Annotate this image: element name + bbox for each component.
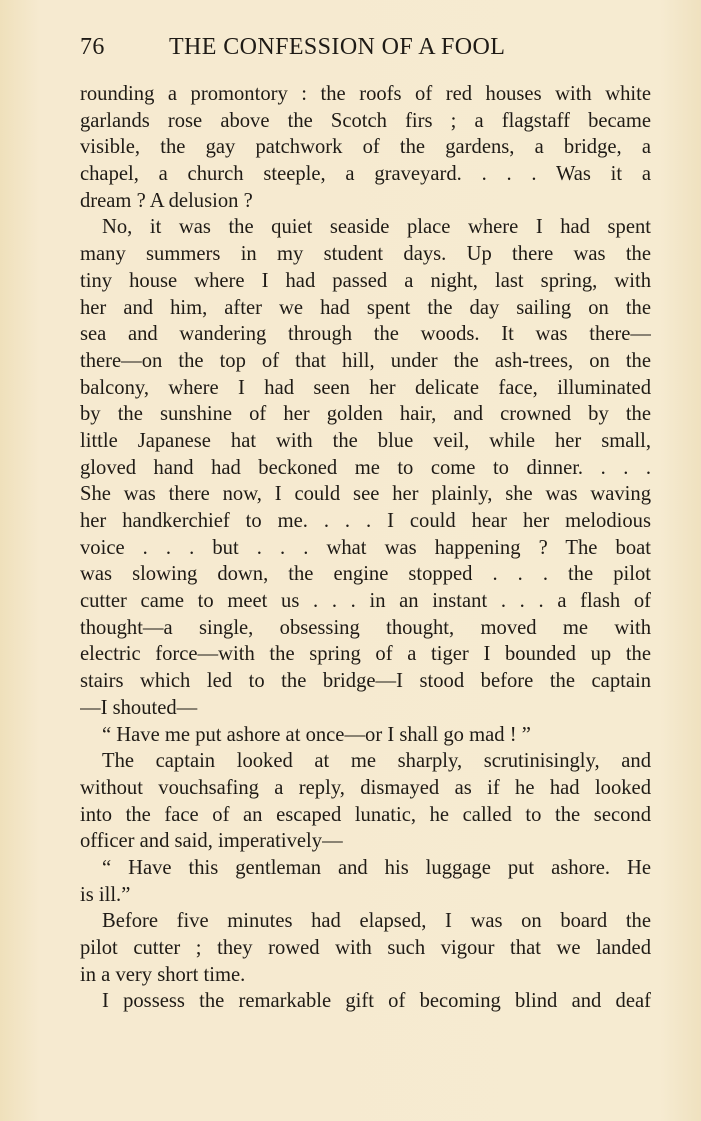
- text-line: officer and said, imperatively—: [80, 830, 343, 853]
- text-line: I possess the remarkable gift of becoming blind and deaf: [102, 990, 651, 1013]
- text-line: her and him, after we had spent the day sailing on the: [80, 296, 651, 319]
- text-line: cutter came to meet us . . . in an instant . . . a flash of: [80, 590, 651, 613]
- body-text: [80, 81, 651, 1015]
- text-line: without vouchsafing a reply, dismayed as if he had looked: [80, 776, 651, 799]
- text-line: garlands rose above the Scotch firs ; a flagstaff became: [80, 109, 651, 132]
- text-line: sea and wandering through the woods. It was there—: [80, 323, 651, 346]
- text-line: thought—a single, obsessing thought, moved me with: [80, 616, 651, 639]
- text-line: many summers in my student days. Up there was the: [80, 243, 651, 266]
- text-line: No, it was the quiet seaside place where I had spent: [102, 216, 651, 239]
- text-line: little Japanese hat with the blue veil, while her small,: [80, 429, 651, 452]
- page-number: 76: [80, 34, 105, 60]
- text-line: her handkerchief to me. . . . I could hear her melodious: [80, 510, 651, 532]
- page-header: [80, 34, 650, 62]
- text-line: there—on the top of that hill, under the ash-trees, on the: [80, 349, 651, 372]
- running-title: THE CONFESSION OF A FOOL: [169, 34, 506, 60]
- text-line: voice . . . but . . . what was happening ? The boat: [80, 536, 651, 559]
- text-line: “ Have this gentleman and his luggage put ashore. He: [102, 856, 651, 879]
- text-line: rounding a promontory : the roofs of red houses with white: [80, 83, 651, 105]
- text-line: in a very short time.: [80, 963, 246, 986]
- text-line: Before five minutes had elapsed, I was on board the: [102, 910, 651, 933]
- text-line: The captain looked at me sharply, scrutinisingly, and: [102, 750, 651, 773]
- text-line: dream ? A delusion ?: [80, 189, 253, 212]
- text-line: visible, the gay patchwork of the gardens, a bridge, a: [80, 136, 651, 159]
- text-line: tiny house where I had passed a night, last spring, with: [80, 269, 651, 292]
- text-line: was slowing down, the engine stopped . . . the pilot: [80, 563, 651, 586]
- text-line: gloved hand had beckoned me to come to dinner. . . .: [80, 456, 651, 479]
- text-line: “ Have me put ashore at once—or I shall go mad ! ”: [102, 723, 531, 746]
- text-line: into the face of an escaped lunatic, he called to the second: [80, 803, 651, 826]
- text-line: balcony, where I had seen her delicate face, illuminated: [80, 376, 651, 399]
- text-line: pilot cutter ; they rowed with such vigour that we landed: [80, 937, 651, 959]
- text-line: stairs which led to the bridge—I stood before the captain: [80, 670, 651, 693]
- text-line: She was there now, I could see her plainly, she was waving: [80, 483, 651, 506]
- text-line: —I shouted—: [80, 696, 198, 719]
- text-line: by the sunshine of her golden hair, and crowned by the: [80, 403, 651, 426]
- text-line: is ill.”: [80, 883, 131, 906]
- text-line: chapel, a church steeple, a graveyard. . . . Was it a: [80, 163, 651, 186]
- text-line: electric force—with the spring of a tiger I bounded up the: [80, 643, 651, 666]
